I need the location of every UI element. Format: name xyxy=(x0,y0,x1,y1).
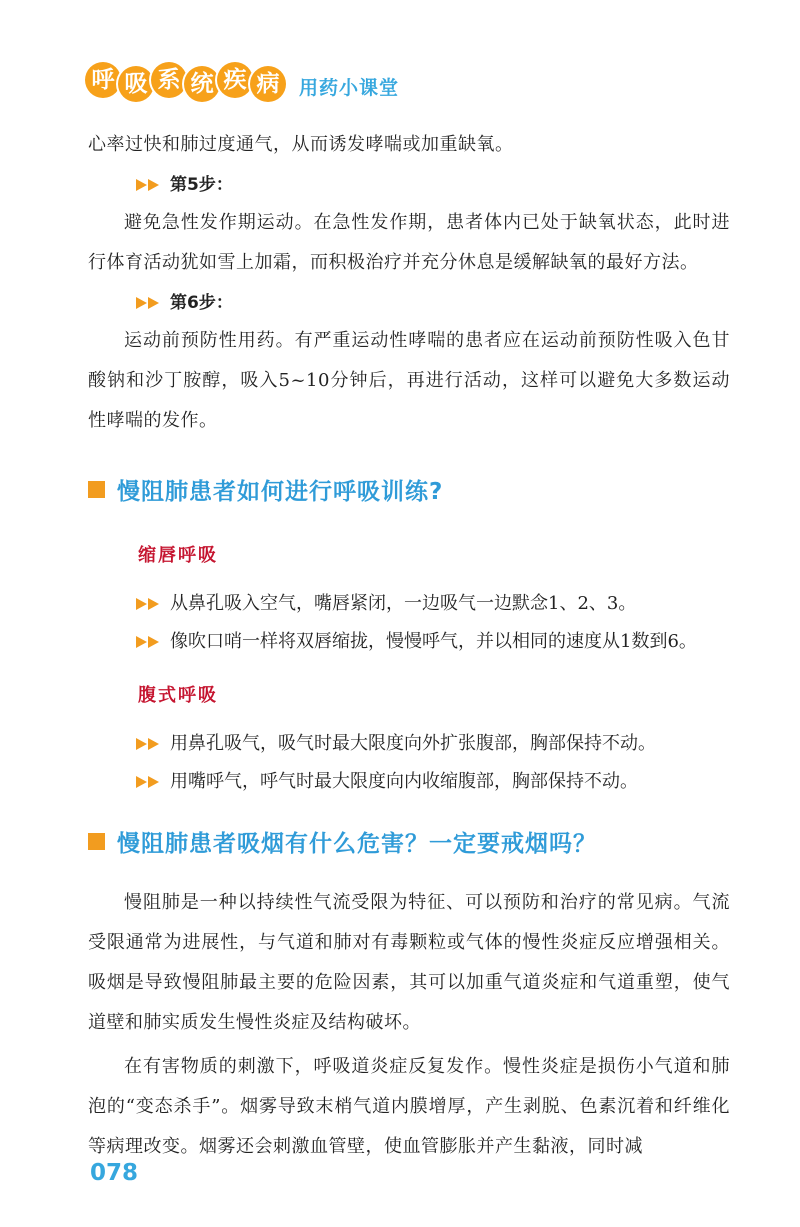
list-item-text: 像吹口哨一样将双唇缩拢，慢慢呼气，并以相同的速度从1数到6。 xyxy=(170,631,697,652)
paragraph: 在有害物质的刺激下，呼吸道炎症反复发作。慢性炎症是损伤小气道和肺泡的“变态杀手”。烟雾导致末梢气道内膜增厚，产生剥脱、色素沉着和纤维化等病理改变。烟雾还会刺激血管壁，使血管膨胀并产生黏液，同时减 xyxy=(88,1056,730,1157)
book-subtitle: 用药小课堂 xyxy=(299,76,400,99)
title-badge: 统 xyxy=(184,66,220,102)
step-label: 第6步： xyxy=(170,293,233,313)
list-item xyxy=(88,585,730,623)
list-item xyxy=(88,725,730,763)
title-badge: 疾 xyxy=(217,62,253,98)
paragraph: 心率过快和肺过度通气，从而诱发哮喘或加重缺氧。 xyxy=(88,134,514,155)
double-arrow-icon xyxy=(136,297,160,309)
step-5-heading xyxy=(88,167,730,203)
title-badge: 系 xyxy=(151,62,187,98)
double-arrow-icon xyxy=(136,636,160,648)
list-item-text: 用嘴呼气，呼气时最大限度向内收缩腹部，胸部保持不动。 xyxy=(170,771,638,792)
section-heading-smoking xyxy=(88,811,730,871)
double-arrow-icon xyxy=(136,738,160,750)
book-title-badges xyxy=(85,58,283,102)
step-5-text: 避免急性发作期运动。在急性发作期，患者体内已处于缺氧状态，此时进行体育活动犹如雪上加霜，而积极治疗并充分休息是缓解缺氧的最好方法。 xyxy=(88,212,730,273)
section-title: 慢阻肺患者吸烟有什么危害？一定要戒烟吗？ xyxy=(117,830,597,857)
list-item-text: 用鼻孔吸气，吸气时最大限度向外扩张腹部，胸部保持不动。 xyxy=(170,733,656,754)
section-heading-breathing xyxy=(88,459,730,519)
section-title: 慢阻肺患者如何进行呼吸训练? xyxy=(117,478,444,505)
list-item-text: 从鼻孔吸入空气，嘴唇紧闭，一边吸气一边默念1、2、3。 xyxy=(170,593,637,614)
title-badge: 呼 xyxy=(85,62,121,98)
step-6-text: 运动前预防性用药。有严重运动性哮喘的患者应在运动前预防性吸入色甘酸钠和沙丁胺醇，吸入5~10分钟后，再进行活动，这样可以避免大多数运动性哮喘的发作。 xyxy=(88,330,730,431)
double-arrow-icon xyxy=(136,179,160,191)
step-label: 第5步： xyxy=(170,175,233,195)
title-badge: 吸 xyxy=(118,66,154,102)
list-item xyxy=(88,763,730,801)
square-bullet-icon xyxy=(88,481,105,498)
page-header xyxy=(85,58,399,102)
page-content xyxy=(88,125,730,1167)
square-bullet-icon xyxy=(88,833,105,850)
list-item xyxy=(88,623,730,661)
step-6-heading xyxy=(88,285,730,321)
double-arrow-icon xyxy=(136,598,160,610)
paragraph: 慢阻肺是一种以持续性气流受限为特征、可以预防和治疗的常见病。气流受限通常为进展性，与气道和肺对有毒颗粒或气体的慢性炎症反应增强相关。吸烟是导致慢阻肺最主要的危险因素，其可以加重气道炎症和气道重塑，使气道壁和肺实质发生慢性炎症及结构破坏。 xyxy=(88,892,730,1033)
subheading-abdominal: 腹式呼吸 xyxy=(138,685,218,706)
double-arrow-icon xyxy=(136,776,160,788)
page-number: 078 xyxy=(90,1160,139,1186)
subheading-pursed-lip: 缩唇呼吸 xyxy=(138,545,218,566)
title-badge: 病 xyxy=(250,66,286,102)
